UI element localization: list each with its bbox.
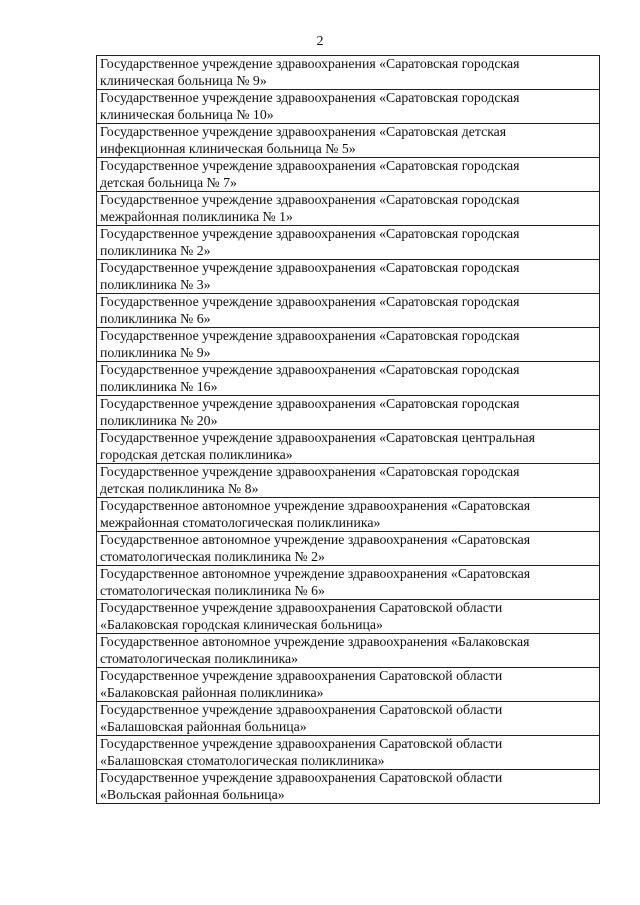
institution-name-cell bbox=[97, 770, 600, 804]
table-row bbox=[97, 158, 600, 192]
table-row bbox=[97, 294, 600, 328]
institution-name-line: поликлиника № 16» bbox=[100, 378, 218, 394]
institution-name-cell bbox=[97, 736, 600, 770]
institution-name-line: Государственное автономное учреждение здравоохранения «Балаковская bbox=[100, 634, 530, 649]
institution-name-cell bbox=[97, 124, 600, 158]
institution-name-cell bbox=[97, 56, 600, 90]
institution-name-line: Государственное учреждение здравоохранения «Саратовская городская bbox=[100, 90, 520, 105]
institution-name-cell bbox=[97, 396, 600, 430]
table-row bbox=[97, 668, 600, 702]
institution-name-line: Государственное учреждение здравоохранения «Саратовская городская bbox=[100, 362, 520, 377]
institution-name-line: поликлиника № 20» bbox=[100, 412, 218, 428]
institution-name-line: межрайонная поликлиника № 1» bbox=[100, 208, 293, 224]
institution-name-line: Государственное учреждение здравоохранения Саратовской области bbox=[100, 600, 503, 615]
institution-name-line: Государственное учреждение здравоохранения «Саратовская городская bbox=[100, 158, 520, 173]
table-row bbox=[97, 430, 600, 464]
institution-name-line: инфекционная клиническая больница № 5» bbox=[100, 140, 356, 156]
institution-name-line: Государственное учреждение здравоохранения «Саратовская городская bbox=[100, 56, 520, 71]
table-row bbox=[97, 396, 600, 430]
institution-name-line: Государственное автономное учреждение здравоохранения «Саратовская bbox=[100, 566, 531, 581]
institution-name-line: Государственное учреждение здравоохранения «Саратовская городская bbox=[100, 226, 520, 241]
institution-name-cell bbox=[97, 362, 600, 396]
institution-name-line: «Балаковская районная поликлиника» bbox=[100, 684, 324, 700]
institution-name-cell bbox=[97, 294, 600, 328]
institution-name-line: поликлиника № 6» bbox=[100, 310, 211, 326]
page-number: 2 bbox=[316, 34, 324, 49]
institution-list-table bbox=[96, 55, 600, 804]
institution-name-line: Государственное учреждение здравоохранения «Саратовская детская bbox=[100, 124, 507, 139]
institution-name-cell bbox=[97, 532, 600, 566]
institution-name-line: поликлиника № 9» bbox=[100, 344, 211, 360]
institution-name-line: межрайонная стоматологическая поликлиника» bbox=[100, 514, 381, 530]
institution-name-cell bbox=[97, 600, 600, 634]
institution-name-line: «Балашовская стоматологическая поликлиника» bbox=[100, 752, 385, 768]
institution-name-line: поликлиника № 3» bbox=[100, 276, 211, 292]
table-row bbox=[97, 124, 600, 158]
institution-name-line: стоматологическая поликлиника» bbox=[100, 650, 298, 666]
table-row bbox=[97, 532, 600, 566]
institution-name-line: Государственное учреждение здравоохранения Саратовской области bbox=[100, 702, 503, 717]
institution-name-line: Государственное учреждение здравоохранения «Саратовская городская bbox=[100, 192, 520, 207]
institution-name-cell bbox=[97, 668, 600, 702]
institution-name-line: городская детская поликлиника» bbox=[100, 446, 293, 462]
institution-name-line: «Балашовская районная больница» bbox=[100, 718, 307, 734]
table-row bbox=[97, 328, 600, 362]
institution-name-line: Государственное учреждение здравоохранения «Саратовская городская bbox=[100, 396, 520, 411]
institution-name-cell bbox=[97, 90, 600, 124]
table-row bbox=[97, 226, 600, 260]
table-row bbox=[97, 90, 600, 124]
table-row bbox=[97, 702, 600, 736]
institution-name-line: клиническая больница № 10» bbox=[100, 106, 274, 122]
institution-name-line: Государственное учреждение здравоохранения «Саратовская городская bbox=[100, 464, 520, 479]
institution-name-cell bbox=[97, 464, 600, 498]
institution-name-line: Государственное учреждение здравоохранения «Саратовская городская bbox=[100, 260, 520, 275]
institution-name-line: стоматологическая поликлиника № 6» bbox=[100, 582, 325, 598]
institution-name-cell bbox=[97, 226, 600, 260]
institution-name-line: «Балаковская городская клиническая больница» bbox=[100, 616, 383, 632]
institution-name-cell bbox=[97, 634, 600, 668]
institution-name-cell bbox=[97, 498, 600, 532]
institution-name-line: Государственное учреждение здравоохранения «Саратовская городская bbox=[100, 294, 520, 309]
table-row bbox=[97, 634, 600, 668]
institution-name-line: Государственное учреждение здравоохранения «Саратовская центральная bbox=[100, 430, 535, 445]
table-row bbox=[97, 736, 600, 770]
table-row bbox=[97, 260, 600, 294]
institution-name-line: клиническая больница № 9» bbox=[100, 72, 267, 88]
table-row bbox=[97, 770, 600, 804]
institution-name-cell bbox=[97, 430, 600, 464]
institution-name-line: стоматологическая поликлиника № 2» bbox=[100, 548, 325, 564]
table-row bbox=[97, 600, 600, 634]
table-row bbox=[97, 566, 600, 600]
institution-name-cell bbox=[97, 158, 600, 192]
institution-name-cell bbox=[97, 702, 600, 736]
institution-name-line: Государственное учреждение здравоохранения Саратовской области bbox=[100, 770, 503, 785]
institution-name-line: Государственное автономное учреждение здравоохранения «Саратовская bbox=[100, 532, 531, 547]
institution-name-line: детская больница № 7» bbox=[100, 174, 237, 190]
institution-name-line: Государственное учреждение здравоохранения Саратовской области bbox=[100, 736, 503, 751]
institution-name-cell bbox=[97, 328, 600, 362]
table-row bbox=[97, 192, 600, 226]
table-row bbox=[97, 56, 600, 90]
institution-name-line: Государственное автономное учреждение здравоохранения «Саратовская bbox=[100, 498, 531, 513]
institution-name-cell bbox=[97, 566, 600, 600]
institution-name-line: детская поликлиника № 8» bbox=[100, 480, 259, 496]
institution-name-line: Государственное учреждение здравоохранения «Саратовская городская bbox=[100, 328, 520, 343]
institution-name-cell bbox=[97, 192, 600, 226]
institution-list-body bbox=[97, 56, 600, 804]
table-row bbox=[97, 498, 600, 532]
institution-name-line: Государственное учреждение здравоохранения Саратовской области bbox=[100, 668, 503, 683]
institution-name-cell bbox=[97, 260, 600, 294]
table-row bbox=[97, 464, 600, 498]
institution-name-line: поликлиника № 2» bbox=[100, 242, 211, 258]
table-row bbox=[97, 362, 600, 396]
institution-name-line: «Вольская районная больница» bbox=[100, 786, 285, 802]
